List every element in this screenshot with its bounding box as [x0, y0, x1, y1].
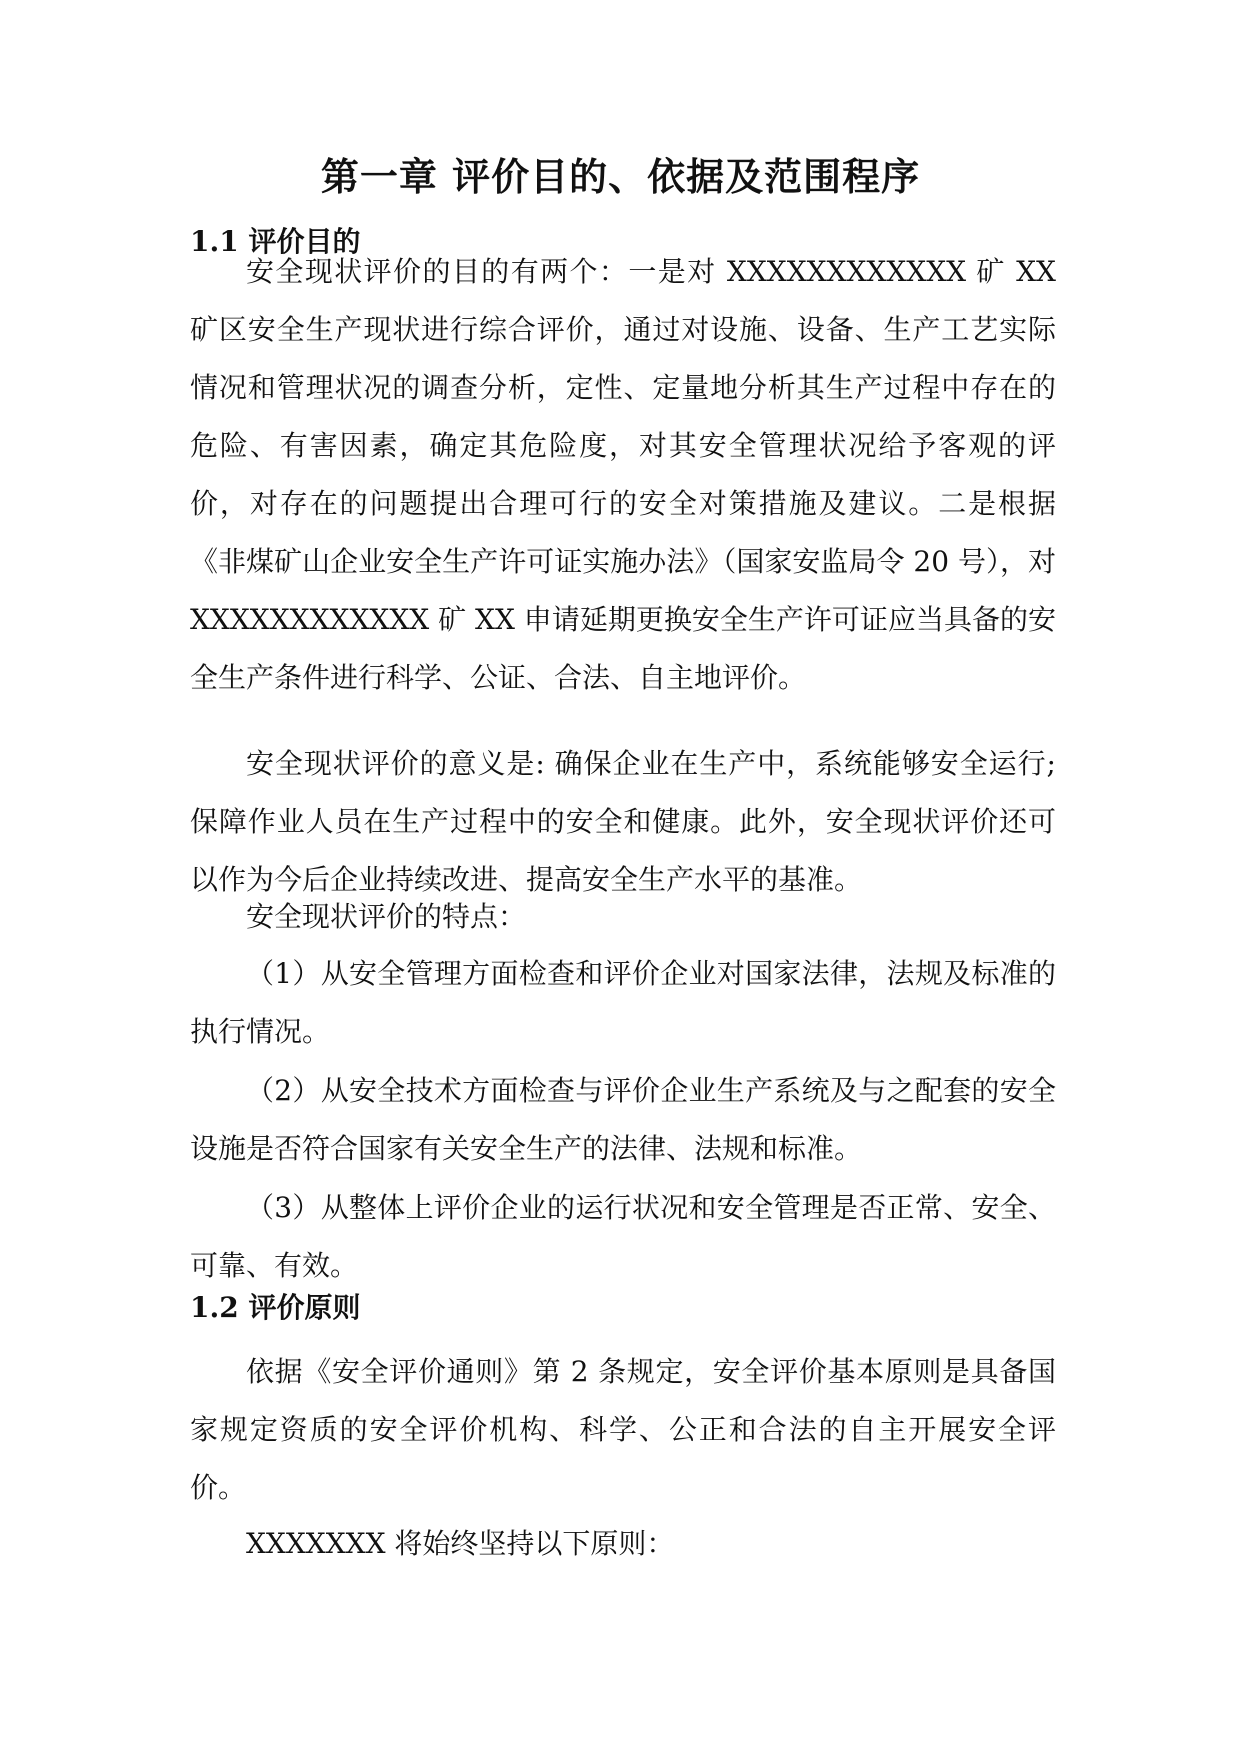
paragraph-principles: 依据《安全评价通则》第 2 条规定，安全评价基本原则是具备国家规定资质的安全评价机构、科学、公正和合法的自主开展安全评价。 — [190, 1355, 1056, 1504]
list-item-2: （2）从安全技术方面检查与评价企业生产系统及与之配套的安全设施是否符合国家有关安全生产的法律、法规和标准。 — [190, 1074, 1056, 1165]
section-heading-1-1: 1.1 评价目的 — [190, 225, 361, 258]
chapter-title: 第一章 评价目的、依据及范围程序 — [320, 154, 921, 199]
paragraph-principles-intro: XXXXXXX 将始终坚持以下原则： — [246, 1527, 675, 1560]
list-item-1: （1）从安全管理方面检查和评价企业对国家法律，法规及标准的执行情况。 — [190, 957, 1056, 1048]
paragraph-significance: 安全现状评价的意义是: 确保企业在生产中，系统能够安全运行;保障作业人员在生产过程中的安全和健康。此外，安全现状评价还可以作为今后企业持续改进、提高安全生产水平的基准。 — [190, 747, 1056, 896]
paragraph-purpose: 安全现状评价的目的有两个：一是对 XXXXXXXXXXXX 矿 XX 矿区安全生产现状进行综合评价，通过对设施、设备、生产工艺实际情况和管理状况的调查分析，定性、定量地分析其生产过程中存在的危险、有害因素，确定其危险度，对其安全管理状况给予客观的评价，对存在的问题提出合理可行的安全对策措施及建议。二是根据《非煤矿山企业安全生产许可证实施办法》（国家安监局令 20 号），对 XXXXXXXXXXXX 矿 XX 申请延期更换安全生产许可证应当具备的安全生产条件进行科学、公证、合法、自主地评价。 — [190, 255, 1056, 694]
list-item-3: （3）从整体上评价企业的运行状况和安全管理是否正常、安全、可靠、有效。 — [190, 1191, 1056, 1282]
section-heading-1-2: 1.2 评价原则 — [190, 1291, 361, 1324]
paragraph-features-intro: 安全现状评价的特点： — [246, 900, 527, 933]
